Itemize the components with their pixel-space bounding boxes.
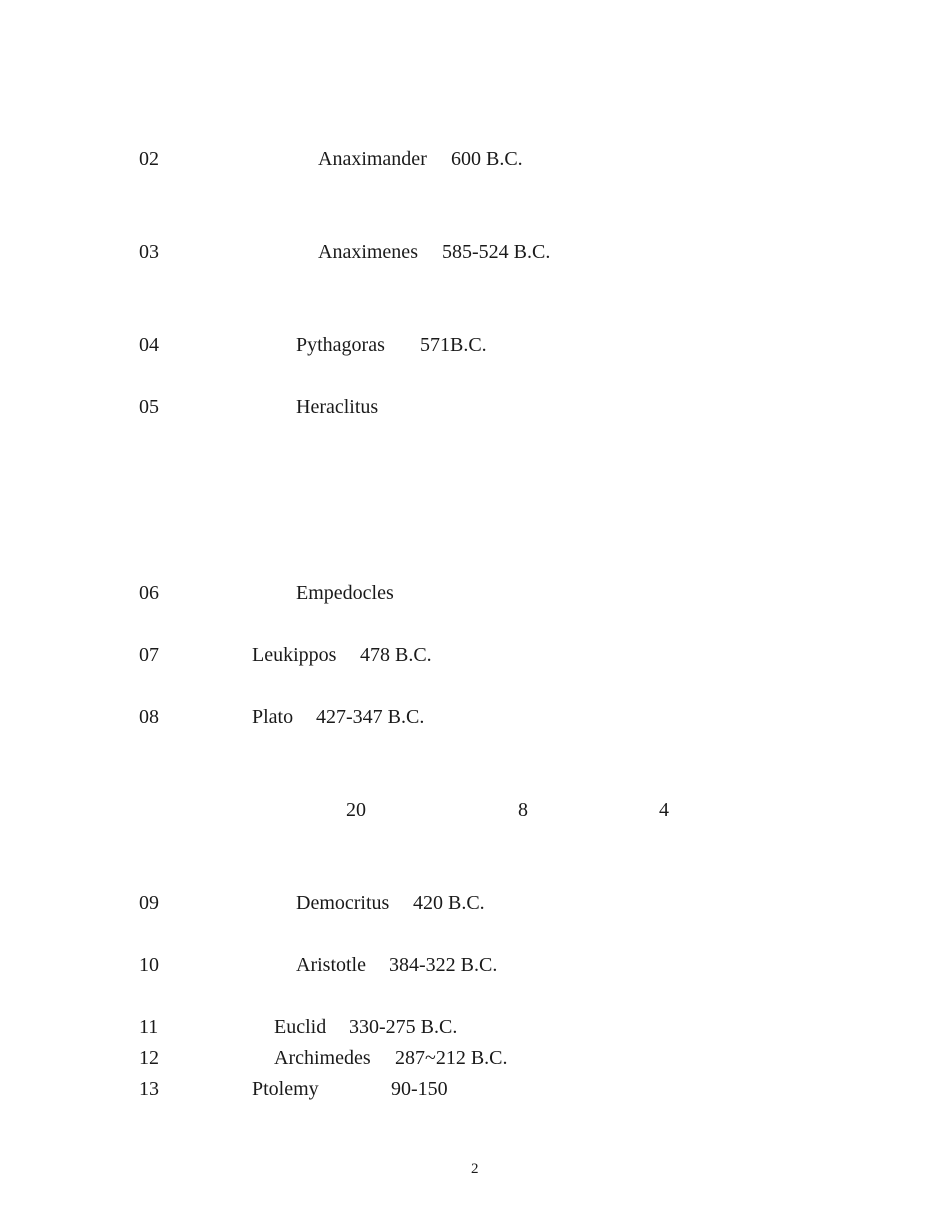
entry-number: 08 [139,706,159,728]
entry-name: Leukippos [252,644,337,666]
entry-name: Euclid [274,1016,327,1038]
page-number: 2 [471,1161,479,1177]
entry-name: Anaximenes [318,241,418,263]
entry-date: 571B.C. [420,334,487,356]
entry-date: 427-347 B.C. [316,706,425,728]
entry-number: 03 [139,241,159,263]
entry-name: Plato [252,706,294,728]
entry-name: Empedocles [296,582,394,604]
entry-number: 12 [139,1047,159,1069]
entry-number: 09 [139,892,159,914]
entry-number: 06 [139,582,159,604]
entry-date: 420 B.C. [413,892,485,914]
entry-date: 330-275 B.C. [349,1016,458,1038]
entry-date: 600 B.C. [451,148,523,170]
entry-name: Archimedes [274,1047,371,1069]
entry-name: Ptolemy [252,1078,319,1100]
entry-date: 384-322 B.C. [389,954,498,976]
entry-number: 11 [139,1016,159,1038]
entry-date: 478 B.C. [360,644,432,666]
entry-name: Heraclitus [296,396,379,418]
entry-name: Democritus [296,892,390,914]
entry-name: Anaximander [318,148,427,170]
entry-date: 585-524 B.C. [442,241,551,263]
entry-number: 10 [139,954,159,976]
inline-number: 8 [518,799,528,821]
inline-number: 4 [659,799,669,821]
entry-number: 07 [139,644,159,666]
entry-name: Aristotle [296,954,366,976]
entry-number: 05 [139,396,159,418]
entry-name: Pythagoras [296,334,385,356]
entry-date: 287~212 B.C. [395,1047,508,1069]
inline-number: 20 [346,799,366,821]
entry-number: 13 [139,1078,159,1100]
entry-number: 04 [139,334,159,356]
entry-date: 90-150 [391,1078,448,1100]
entry-number: 02 [139,148,159,170]
